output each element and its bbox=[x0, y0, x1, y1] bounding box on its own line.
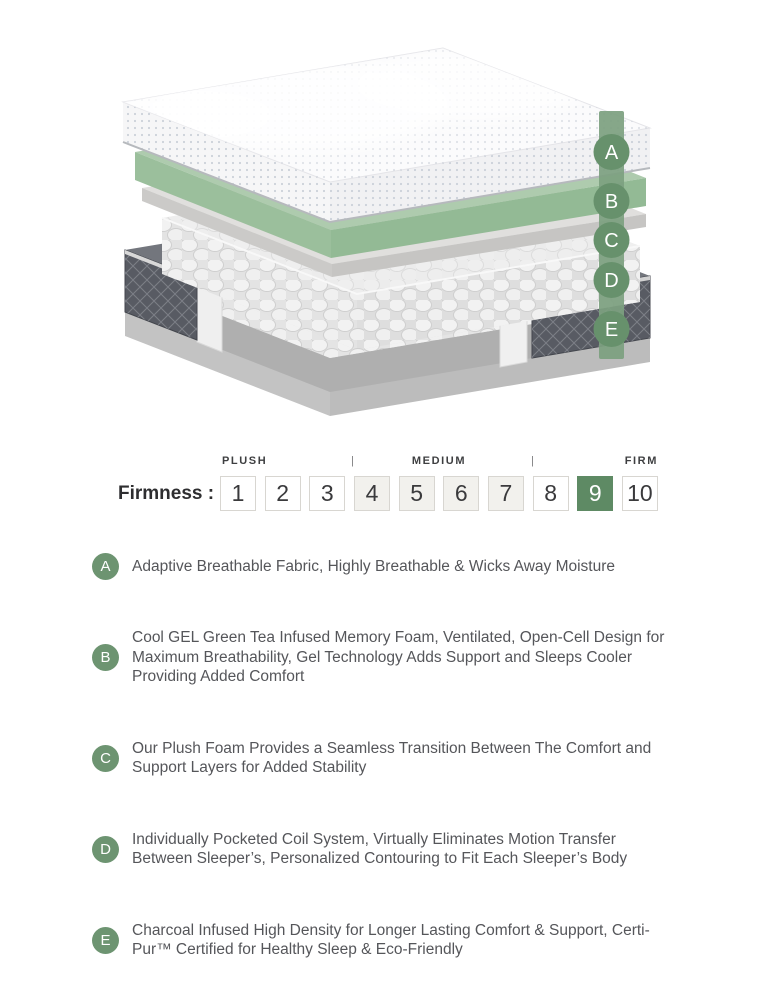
layer-marker-c bbox=[594, 222, 630, 258]
firmness-box-5: 5 bbox=[399, 476, 435, 511]
layer-badge-c: C bbox=[92, 745, 119, 772]
zone-label-firm: FIRM bbox=[624, 455, 658, 467]
layer-item-d bbox=[92, 814, 712, 884]
layer-marker-a bbox=[594, 134, 630, 170]
firmness-box-9-selected: 9 bbox=[577, 476, 613, 511]
marker-label-c: C bbox=[604, 230, 619, 252]
zone-separator: | bbox=[531, 455, 534, 467]
layer-description-e: Charcoal Infused High Density for Longer Lasting Comfort & Support, Certi-Pur™ Certified for Healthy Sleep & Eco-Friendly bbox=[132, 921, 650, 958]
layer-item-a bbox=[92, 541, 712, 592]
firmness-scale bbox=[118, 455, 658, 511]
firmness-boxes bbox=[220, 476, 658, 511]
zone-separator: | bbox=[351, 455, 354, 467]
layer-legend bbox=[92, 541, 712, 996]
layer-marker-e bbox=[594, 311, 630, 347]
firmness-box-1: 1 bbox=[220, 476, 256, 511]
zone-label-medium: MEDIUM bbox=[411, 455, 467, 467]
layer-description-c: Our Plush Foam Provides a Seamless Transition Between The Comfort and Support Layers for Added Stability bbox=[132, 739, 652, 776]
firmness-row bbox=[118, 476, 658, 511]
layer-marker-b bbox=[594, 183, 630, 219]
marker-label-d: D bbox=[604, 270, 619, 292]
marker-label-a: A bbox=[604, 142, 619, 164]
layer-item-b bbox=[92, 613, 712, 703]
layer-marker-d bbox=[594, 262, 630, 298]
layer-badge-e: E bbox=[92, 927, 119, 954]
marker-label-e: E bbox=[604, 319, 619, 341]
layer-badge-b: B bbox=[92, 644, 119, 671]
layer-badge-a: A bbox=[92, 553, 119, 580]
zone-label-plush: PLUSH bbox=[222, 455, 268, 467]
layer-item-e bbox=[92, 905, 712, 975]
layer-description-b: Cool GEL Green Tea Infused Memory Foam, Ventilated, Open-Cell Design for Maximum Breathability, Gel Technology Adds Support and Sleeps Cooler Providing Added Comfort bbox=[132, 629, 665, 685]
layer-description-a: Adaptive Breathable Fabric, Highly Breathable & Wicks Away Moisture bbox=[132, 557, 616, 575]
firmness-box-10: 10 bbox=[622, 476, 658, 511]
layer-description-d: Individually Pocketed Coil System, Virtually Eliminates Motion Transfer Between Sleeper’s, Personalized Contouring to Fit Each Sleeper’s Body bbox=[132, 830, 628, 867]
mattress-diagram bbox=[0, 0, 778, 448]
layer-badge-d: D bbox=[92, 836, 119, 863]
firmness-box-7: 7 bbox=[488, 476, 524, 511]
firmness-box-4: 4 bbox=[354, 476, 390, 511]
firmness-box-6: 6 bbox=[443, 476, 479, 511]
firmness-box-8: 8 bbox=[533, 476, 569, 511]
marker-label-b: B bbox=[604, 191, 619, 213]
firmness-box-2: 2 bbox=[265, 476, 301, 511]
firmness-zone-labels bbox=[220, 455, 658, 471]
firmness-box-3: 3 bbox=[309, 476, 345, 511]
layer-item-c bbox=[92, 723, 712, 793]
firmness-title: Firmness : bbox=[118, 482, 215, 504]
